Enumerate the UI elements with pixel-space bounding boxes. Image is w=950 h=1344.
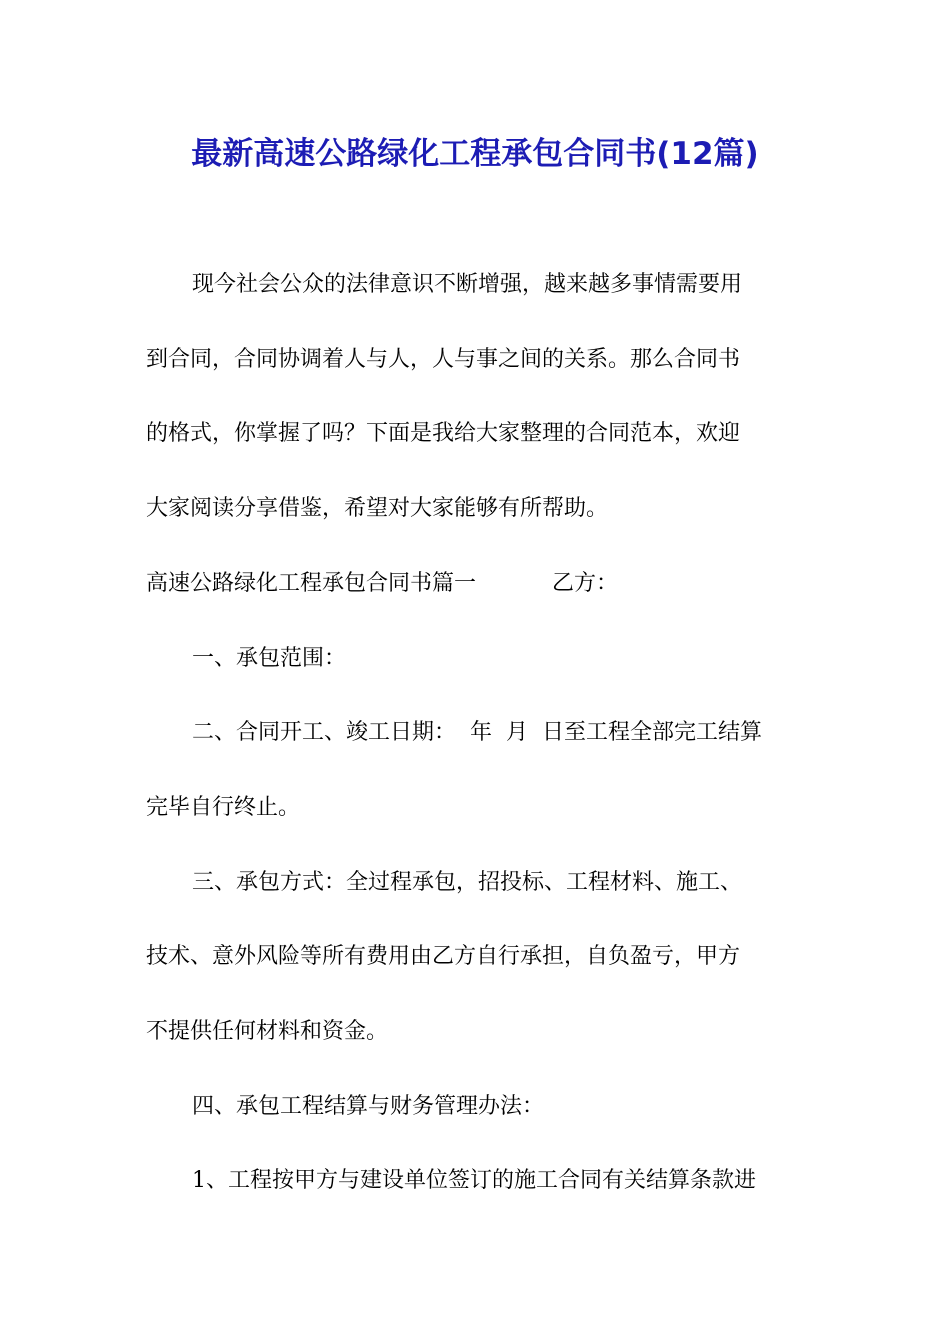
clause-line: 二、合同开工、竣工日期： 年 月 日至工程全部完工结算 [192,720,762,745]
clause-line: 技术、意外风险等所有费用由乙方自行承担，自负盈亏，甲方 [146,944,741,969]
paragraph-line: 到合同，合同协调着人与人，人与事之间的关系。那么合同书 [146,347,741,372]
section-heading: 高速公路绿化工程承包合同书篇一 [146,571,477,596]
clause-line: 完毕自行终止。 [146,795,301,820]
document-title: 最新高速公路绿化工程承包合同书(12篇) [191,136,759,172]
clause-line: 三、承包方式：全过程承包，招投标、工程材料、施工、 [192,870,743,895]
party-b-label: 乙方： [552,571,619,596]
clause-line: 1、工程按甲方与建设单位签订的施工合同有关结算条款进 [192,1168,756,1193]
clause-line: 不提供任何材料和资金。 [146,1019,389,1044]
paragraph-line: 现今社会公众的法律意识不断增强，越来越多事情需要用 [192,272,743,297]
clause-line: 一、承包范围： [192,646,347,671]
paragraph-line: 大家阅读分享借鉴，希望对大家能够有所帮助。 [146,496,609,521]
paragraph-line: 的格式，你掌握了吗？下面是我给大家整理的合同范本，欢迎 [146,421,741,446]
clause-line: 四、承包工程结算与财务管理办法： [192,1094,545,1119]
